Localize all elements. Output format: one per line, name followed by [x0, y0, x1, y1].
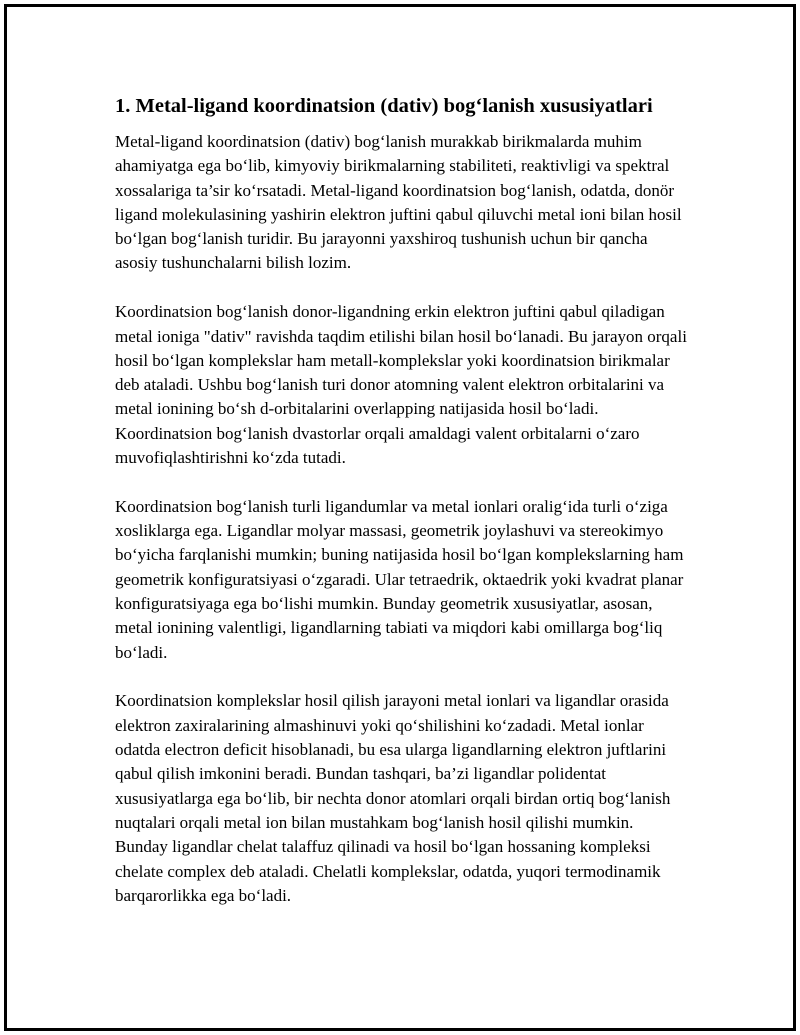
document-content [115, 92, 690, 933]
paragraph-2: Koordinatsion bog‘lanish donor-ligandning erkin elektron juftini qabul qiladigan metal ioniga "dativ" ravishda taqdim etilishi bilan hosil bo‘lanadi. Bu jarayon orqali hosil bo‘lgan komplekslar ham metall-komplekslar yoki koordinatsion birikmalar deb ataladi. Ushbu bog‘lanish turi donor atomning valent elektron orbitalarini va metal ionining bo‘sh d-orbitalarini overlapping natijasida hosil bo‘ladi. Koordinatsion bog‘lanish dvastorlar orqali amaldagi valent orbitalarni o‘zaro muvofiqlashtirishni ko‘zda tutadi. [115, 302, 687, 468]
paragraph-4: Koordinatsion komplekslar hosil qilish jarayoni metal ionlari va ligandlar orasida elektron zaxiralarining almashinuvi yoki qo‘shilishini ko‘zadadi. Metal ionlar odatda electron deficit hisoblanadi, bu esa ularga ligandlarning elektron juftlarini qabul qilish imkonini beradi. Bundan tashqari, ba’zi ligandlar polidentat xususiyatlarga ega bo‘lib, bir nechta donor atomlari orqali birdan ortiq bog‘lanish nuqtalari orqali metal ion bilan mustahkam bog‘lanish hosil qilishi mumkin. Bunday ligandlar chelat talaffuz qilinadi va hosil bo‘lgan hossaning kompleksi chelate complex deb ataladi. Chelatli komplekslar, odatda, yuqori termodinamik barqarorlikka ega bo‘ladi. [115, 691, 671, 905]
paragraph-1: Metal-ligand koordinatsion (dativ) bog‘lanish murakkab birikmalarda muhim ahamiyatga ega bo‘lib, kimyoviy birikmalarning stabiliteti, reaktivligi va spektral xossalariga ta’sir ko‘rsatadi. Metal-ligand koordinatsion bog‘lanish, odatda, donör ligand molekulasining yashirin elektron juftini qabul qiluvchi metal ioni bilan hosil bo‘lgan bog‘lanish turidir. Bu jarayonni yaxshiroq tushunish uchun bir qancha asosiy tushunchalarni bilish lozim. [115, 132, 682, 273]
paragraph-3: Koordinatsion bog‘lanish turli ligandumlar va metal ionlari oralig‘ida turli o‘ziga xosliklarga ega. Ligandlar molyar massasi, geometrik joylashuvi va stereokimyo bo‘yicha farqlanishi mumkin; buning natijasida hosil bo‘lgan komplekslarning ham geometrik konfiguratsiyasi o‘zgaradi. Ular tetraedrik, oktaedrik yoki kvadrat planar konfiguratsiyaga ega bo‘lishi mumkin. Bunday geometrik xususiyatlar, asosan, metal ionining valentligi, ligandlarning tabiati va miqdori kabi omillarga bog‘liq bo‘ladi. [115, 496, 684, 662]
section-heading: 1. Metal-ligand koordinatsion (dativ) bog‘lanish xususiyatlari [115, 95, 653, 117]
